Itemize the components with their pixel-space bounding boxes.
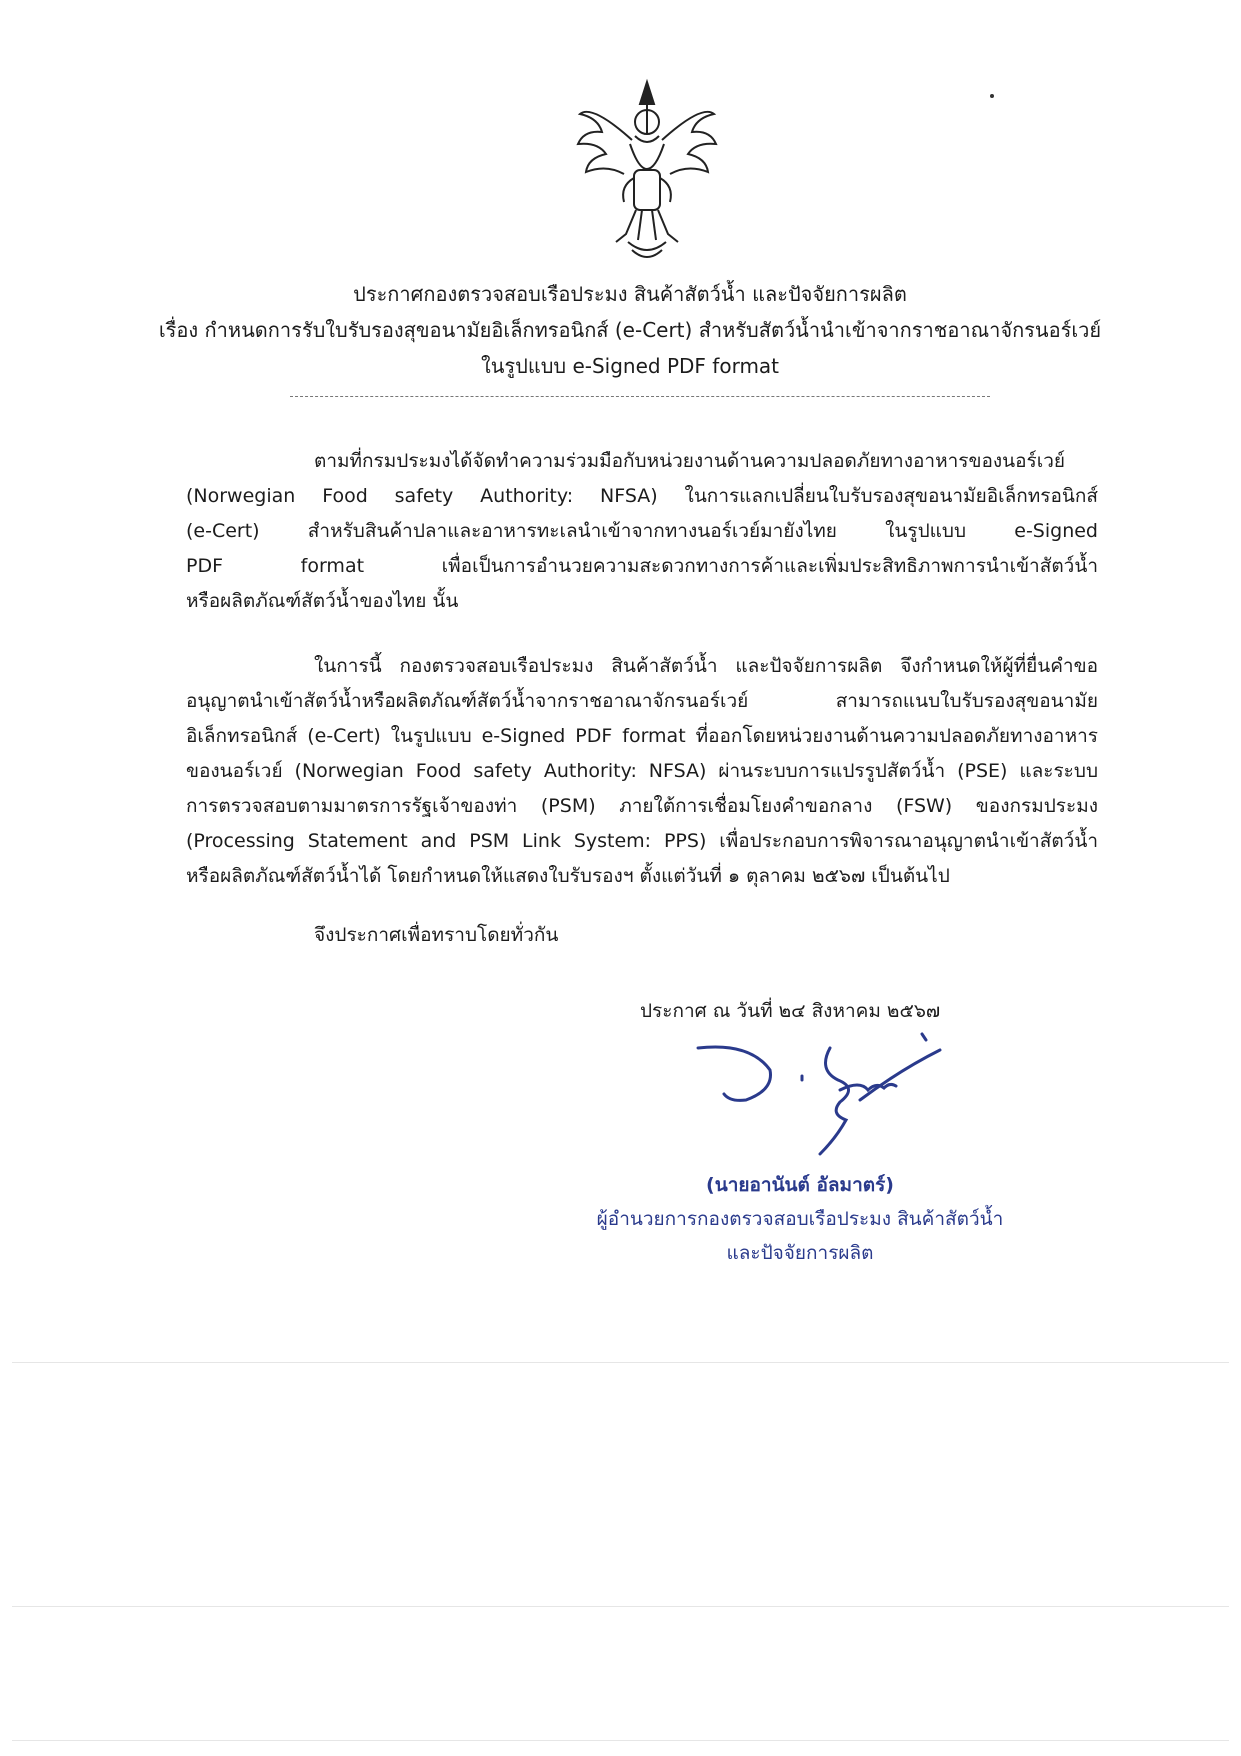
paragraph-line: การตรวจสอบตามมาตรการรัฐเจ้าของท่า (PSM) ภายใต้การเชื่อมโยงคำขอกลาง (FSW) ของกรมประมง <box>186 795 1098 817</box>
announcement-date: ประกาศ ณ วันที่ ๒๔ สิงหาคม ๒๕๖๗ <box>640 1000 941 1022</box>
paragraph-line: อนุญาตนำเข้าสัตว์น้ำหรือผลิตภัณฑ์สัตว์น้ำจากราชอาณาจักรนอร์เวย์ สามารถแนบใบรับรองสุขอนามัย <box>186 690 1098 712</box>
scan-artifact-line <box>12 1740 1229 1741</box>
garuda-emblem-icon <box>572 74 722 264</box>
paragraph-1 <box>186 444 1098 619</box>
paragraph-line: PDF format เพื่อเป็นการอำนวยความสะดวกทางการค้าและเพิ่มประสิทธิภาพการนำเข้าสัตว์น้ำ <box>186 555 1098 577</box>
title-line-1: ประกาศกองตรวจสอบเรือประมง สินค้าสัตว์น้ำ และปัจจัยการผลิต <box>353 282 907 306</box>
paragraph-2 <box>186 649 1098 894</box>
signer-position-line: ผู้อำนวยการกองตรวจสอบเรือประมง สินค้าสัตว์น้ำ <box>596 1208 1004 1230</box>
paragraph-line: ของนอร์เวย์ (Norwegian Food safety Authority: NFSA) ผ่านระบบการแปรรูปสัตว์น้ำ (PSE) และระบบ <box>186 760 1098 782</box>
scan-dot <box>990 94 994 98</box>
title-line-2: เรื่อง กำหนดการรับใบรับรองสุขอนามัยอิเล็กทรอนิกส์ (e-Cert) สำหรับสัตว์น้ำนำเข้าจากราชอาณาจักรนอร์เวย์ <box>158 318 1102 342</box>
signer-block <box>590 1168 1010 1270</box>
paragraph-line: (e-Cert) สำหรับสินค้าปลาและอาหารทะเลนำเข้าจากทางนอร์เวย์มายังไทย ในรูปแบบ e-Signed <box>186 520 1098 542</box>
paragraph-line: ตามที่กรมประมงได้จัดทำความร่วมมือกับหน่วยงานด้านความปลอดภัยทางอาหารของนอร์เวย์ <box>314 450 1066 472</box>
paragraph-line: (Processing Statement and PSM Link System: PPS) เพื่อประกอบการพิจารณาอนุญาตนำเข้าสัตว์น้ำ <box>186 830 1098 852</box>
title-line-3: ในรูปแบบ e-Signed PDF format <box>480 354 780 378</box>
paragraph-line: (Norwegian Food safety Authority: NFSA) ในการแลกเปลี่ยนใบรับรองสุขอนามัยอิเล็กทรอนิกส์ <box>186 485 1098 507</box>
announcement-title <box>150 276 1110 384</box>
paragraph-line: อิเล็กทรอนิกส์ (e-Cert) ในรูปแบบ e-Signed PDF format ที่ออกโดยหน่วยงานด้านความปลอดภัยทางอาหาร <box>186 725 1098 747</box>
scan-artifact-line <box>12 1606 1229 1607</box>
signer-name: (นายอานันต์ อัลมาตร์) <box>706 1174 894 1196</box>
handwritten-signature <box>690 1030 950 1160</box>
paragraph-line: ในการนี้ กองตรวจสอบเรือประมง สินค้าสัตว์น้ำ และปัจจัยการผลิต จึงกำหนดให้ผู้ที่ยื่นคำขอ <box>314 655 1098 677</box>
paragraph-line: หรือผลิตภัณฑ์สัตว์น้ำได้ โดยกำหนดให้แสดงใบรับรองฯ ตั้งแต่วันที่ ๑ ตุลาคม ๒๕๖๗ เป็นต้นไป <box>186 865 950 887</box>
closing-sentence: จึงประกาศเพื่อทราบโดยทั่วกัน <box>314 924 559 946</box>
paragraph-line: หรือผลิตภัณฑ์สัตว์น้ำของไทย นั้น <box>186 590 459 612</box>
signer-position-line: และปัจจัยการผลิต <box>726 1242 874 1264</box>
dashed-divider <box>290 396 990 397</box>
announcement-body <box>186 444 1098 953</box>
scan-artifact-line <box>12 1362 1229 1363</box>
